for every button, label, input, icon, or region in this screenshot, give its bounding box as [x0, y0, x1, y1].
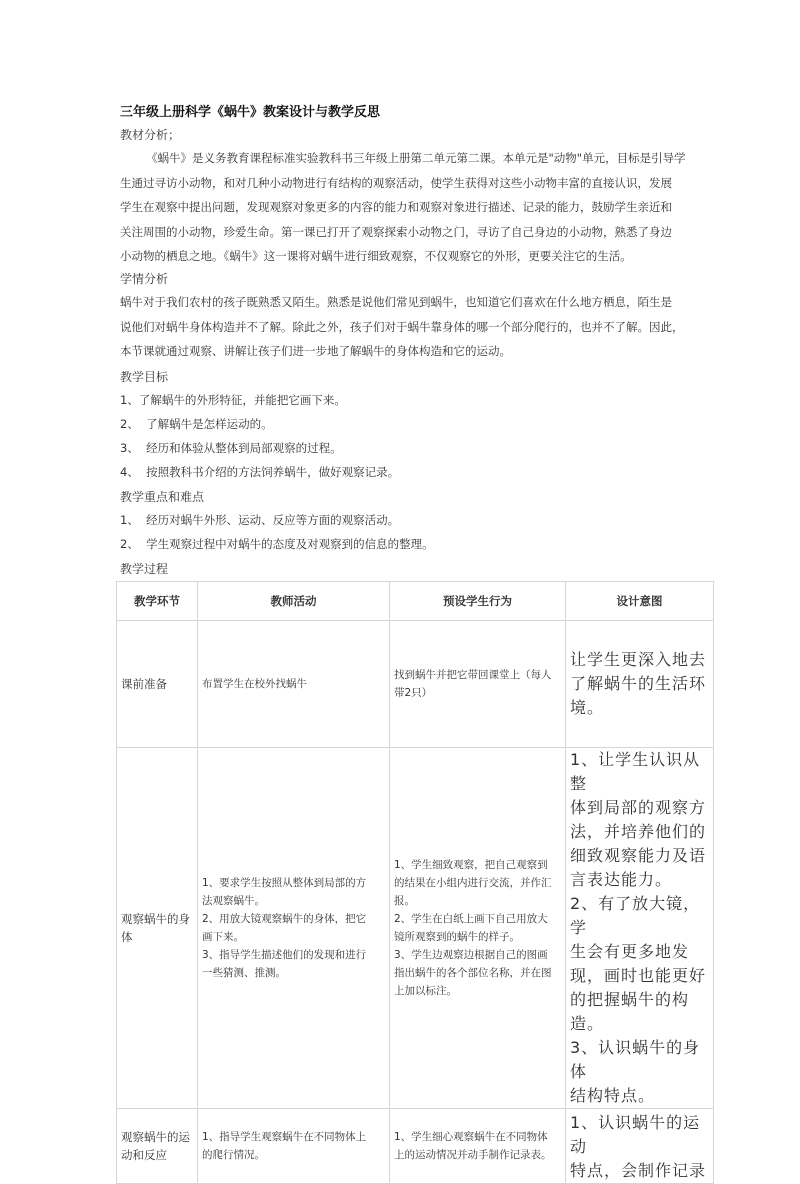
header-stage: 教学环节 [117, 582, 198, 621]
cell-line: 上的运动情况并动手制作记录表。 [394, 1149, 552, 1161]
student-cell [390, 748, 566, 1109]
cell-line: 法观察蜗牛。 [202, 895, 265, 907]
cell-line: 指出蜗牛的各个部位名称，并在图 [394, 967, 552, 979]
cell-line: 一些猜测、推测。 [202, 967, 286, 979]
paragraph-line: 本节课就通过观察、讲解让孩子们进一步地了解蜗牛的身体构造和它的运动。 [120, 344, 511, 358]
cell-line: 镜所观察到的蜗牛的样子。 [394, 931, 520, 943]
cell-line: 找到蜗牛并把它带回课堂上（每人 [394, 669, 552, 681]
cell-line: 了解蜗牛的生活环 [570, 674, 707, 693]
cell-line: 现，画时也能更好 [570, 966, 707, 985]
process-heading: 教学过程 [120, 562, 169, 576]
cell-line: 的结果在小组内进行交流，并作汇 [394, 877, 552, 889]
process-table [116, 581, 714, 1184]
paragraph-line: 生通过寻访小动物，和对几种小动物进行有结构的观察活动，使学生获得对这些小动物丰富的直接认识，发展 [120, 175, 672, 190]
key-points-heading: 教学重点和难点 [120, 490, 205, 504]
teacher-cell [198, 748, 390, 1109]
cell-line: 境。 [570, 698, 605, 717]
header-student-behavior: 预设学生行为 [390, 582, 566, 621]
table-header-row [117, 582, 714, 621]
student-cell [390, 621, 566, 748]
cell-line: 3、学生边观察边根据自己的图画 [394, 949, 548, 961]
paragraph-line: 关注周围的小动物，珍爱生命。第一课已打开了观察探索小动物之门，寻访了自己身边的小动物，熟悉了身边 [120, 224, 672, 239]
student-analysis-heading: 学情分析 [120, 272, 169, 286]
document-title: 三年级上册科学《蜗牛》教案设计与教学反思 [120, 105, 381, 120]
cell-line: 特点，会制作记录 [570, 1161, 707, 1180]
paragraph-line: 小动物的栖息之地。《蜗牛》这一课将对蜗牛进行细致观察，不仅观察它的外形，更要关注它的生活。 [120, 249, 632, 263]
intent-cell [566, 621, 714, 748]
material-analysis-paragraph [120, 146, 700, 269]
cell-line: 画下来。 [202, 931, 244, 943]
key-point-item: 2、 学生观察过程中对蜗牛的态度及对观察到的信息的整理。 [120, 537, 434, 551]
stage-cell [117, 621, 198, 748]
student-analysis-paragraph [120, 290, 700, 364]
cell-line: 的把握蜗牛的构 [570, 990, 690, 1009]
cell-line: 2、有了放大镜，学 [570, 894, 701, 937]
cell-line: 1、学生细心观察蜗牛在不同物体 [394, 1131, 548, 1143]
cell-line: 体 [121, 930, 133, 944]
cell-line: 让学生更深入地去 [570, 650, 707, 669]
cell-line: 带2只） [394, 687, 433, 699]
cell-line: 报。 [394, 895, 415, 907]
cell-line: 课前准备 [121, 677, 167, 691]
cell-line: 动和反应 [121, 1148, 167, 1162]
cell-line: 的爬行情况。 [202, 1149, 265, 1161]
cell-line: 1、学生细致观察，把自己观察到 [394, 859, 548, 871]
cell-line: 1、让学生认识从整 [570, 750, 701, 793]
material-analysis-heading: 教材分析； [120, 128, 181, 142]
cell-line: 造。 [570, 1014, 605, 1033]
objectives-heading: 教学目标 [120, 370, 169, 384]
objective-item: 1、了解蜗牛的外形特征，并能把它画下来。 [120, 393, 346, 407]
objective-item: 2、 了解蜗牛是怎样运动的。 [120, 417, 273, 431]
stage-cell [117, 748, 198, 1109]
cell-line: 3、指导学生描述他们的发现和进行 [202, 949, 367, 961]
cell-line: 上加以标注。 [394, 985, 457, 997]
teacher-cell [198, 621, 390, 748]
cell-line: 2、学生在白纸上画下自己用放大 [394, 913, 548, 925]
cell-line: 3、认识蜗牛的身体 [570, 1038, 701, 1081]
cell-line: 观察蜗牛的运 [121, 1130, 190, 1144]
cell-line: 生会有更多地发 [570, 942, 690, 961]
key-point-item: 1、 经历对蜗牛外形、运动、反应等方面的观察活动。 [120, 513, 400, 527]
cell-line: 观察蜗牛的身 [121, 912, 190, 926]
objective-item: 3、 经历和体验从整体到局部观察的过程。 [120, 441, 342, 455]
cell-line: 结构特点。 [570, 1086, 656, 1105]
cell-line: 2、用放大镜观察蜗牛的身体，把它 [202, 913, 367, 925]
cell-line: 言表达能力。 [570, 870, 673, 889]
cell-line: 1、认识蜗牛的运动 [570, 1113, 701, 1156]
table-row [117, 621, 714, 748]
cell-line: 1、要求学生按照从整体到局部的方 [202, 877, 367, 889]
intent-cell [566, 748, 714, 1109]
paragraph-line: 说他们对蜗牛身体构造并不了解。除此之外，孩子们对于蜗牛靠身体的哪一个部分爬行的，也并不了解。因此， [120, 319, 684, 334]
cell-line: 体到局部的观察方 [570, 798, 707, 817]
table-row [117, 1109, 714, 1184]
header-teacher-activity: 教师活动 [198, 582, 390, 621]
paragraph-line: 学生在观察中提出问题，发现观察对象更多的内容的能力和观察对象进行描述、记录的能力，鼓励学生亲近和 [120, 200, 672, 214]
cell-line: 法，并培养他们的 [570, 822, 707, 841]
cell-line: 1、指导学生观察蜗牛在不同物体上 [202, 1131, 367, 1143]
stage-cell [117, 1109, 198, 1184]
teacher-cell [198, 1109, 390, 1184]
paragraph-line: 蜗牛对于我们农村的孩子既熟悉又陌生。熟悉是说他们常见到蜗牛，也知道它们喜欢在什么地方栖息，陌生是 [120, 295, 672, 309]
header-design-intent: 设计意图 [566, 582, 714, 621]
objective-item: 4、 按照教科书介绍的方法饲养蜗牛，做好观察记录。 [120, 465, 400, 479]
cell-line: 细致观察能力及语 [570, 846, 707, 865]
intent-cell [566, 1109, 714, 1184]
student-cell [390, 1109, 566, 1184]
paragraph-line: 《蜗牛》是义务教育课程标准实验教科书三年级上册第二单元第二课。本单元是"动物"单元，目标是引导学 [146, 151, 686, 165]
table-row [117, 748, 714, 1109]
cell-line: 布置学生在校外找蜗牛 [202, 678, 307, 690]
